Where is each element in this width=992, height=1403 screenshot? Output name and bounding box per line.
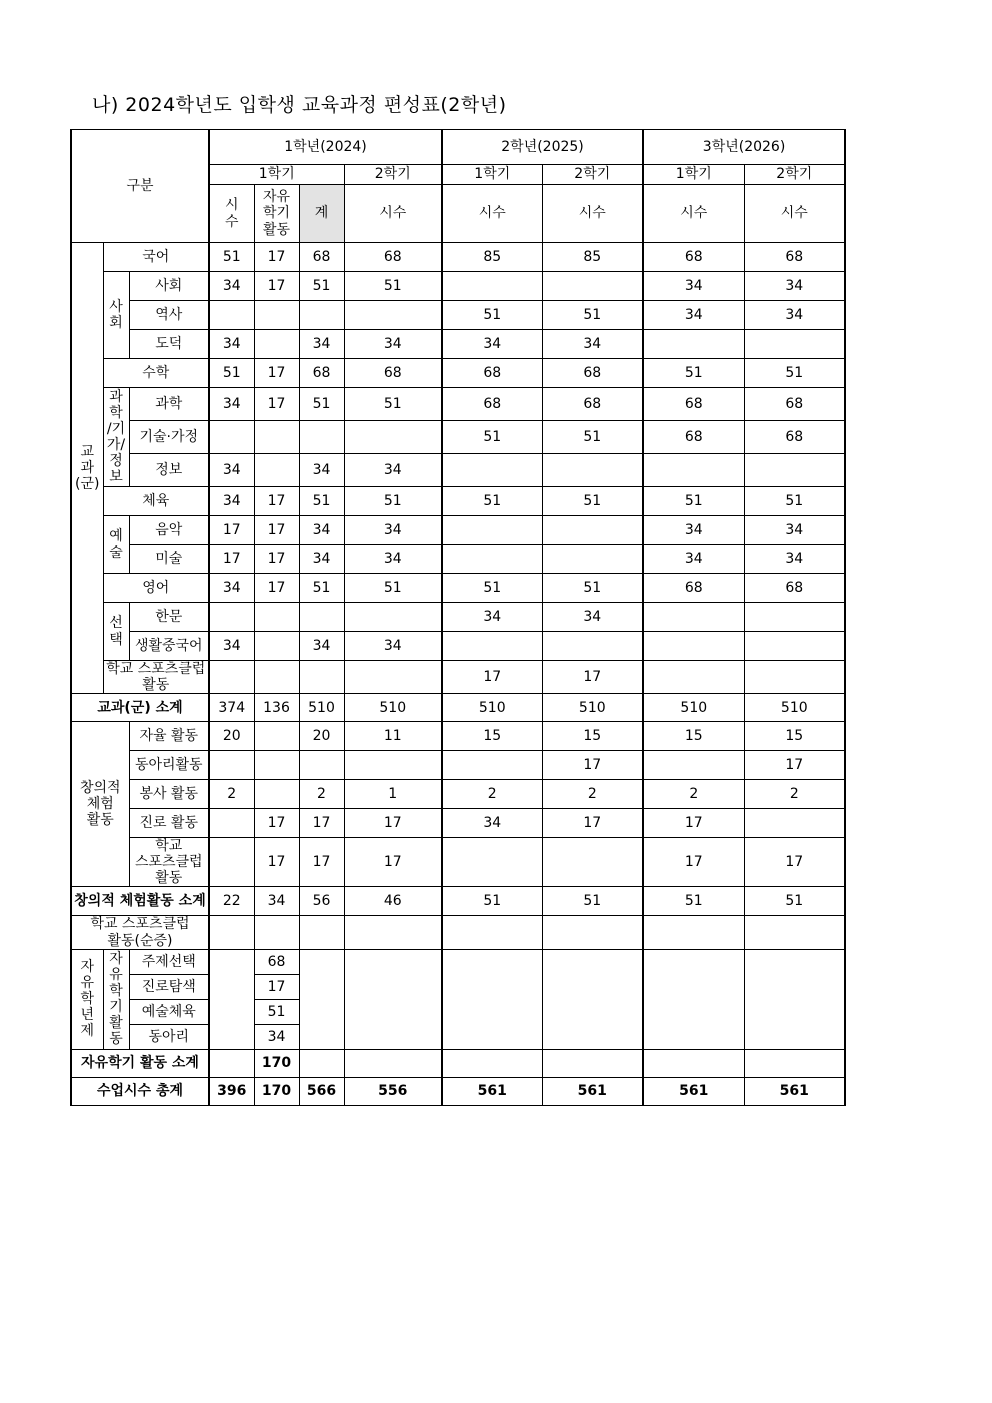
value-cell: 17 <box>254 838 299 887</box>
subject-row <box>71 487 845 516</box>
value-cell: 51 <box>744 887 845 916</box>
value-cell: 17 <box>254 809 299 838</box>
free-activity-name: 주제선택 <box>129 949 209 974</box>
value-cell: 566 <box>299 1077 344 1105</box>
y1-sem2-header: 2학기 <box>344 165 442 185</box>
empty-cell <box>442 949 542 1049</box>
y1-sem1-header: 1학기 <box>209 165 344 185</box>
value-cell: 68 <box>744 574 845 603</box>
activity-row <box>71 809 845 838</box>
value-cell: 2 <box>643 780 744 809</box>
value-cell: 51 <box>344 574 442 603</box>
empty-cell <box>643 949 744 1049</box>
value-cell: 34 <box>299 545 344 574</box>
value-cell: 510 <box>299 694 344 722</box>
empty-cell <box>209 1049 254 1077</box>
subject-row <box>71 421 845 454</box>
free-activity-name: 동아리 <box>129 1024 209 1049</box>
subject-row <box>71 272 845 301</box>
seontaek-group-label: 선 택 <box>103 603 129 661</box>
value-cell <box>442 838 542 887</box>
value-cell: 34 <box>209 388 254 421</box>
value-cell: 56 <box>299 887 344 916</box>
value-cell: 34 <box>299 632 344 661</box>
value-cell: 17 <box>209 516 254 545</box>
empty-cell <box>299 949 344 1049</box>
value-cell <box>442 516 542 545</box>
value-cell: 17 <box>542 751 643 780</box>
free-activity-value: 17 <box>254 974 299 999</box>
value-cell: 556 <box>344 1077 442 1105</box>
value-cell <box>254 751 299 780</box>
value-cell: 68 <box>744 243 845 272</box>
value-cell <box>209 838 254 887</box>
empty-cell <box>299 1049 344 1077</box>
activity-name: 봉사 활동 <box>129 780 209 809</box>
value-cell <box>209 751 254 780</box>
value-cell <box>209 421 254 454</box>
subject-name: 사회 <box>129 272 209 301</box>
value-cell: 51 <box>744 487 845 516</box>
subject-row <box>71 243 845 272</box>
value-cell: 396 <box>209 1077 254 1105</box>
value-cell: 68 <box>643 421 744 454</box>
value-cell <box>744 632 845 661</box>
subject-name: 영어 <box>103 574 209 603</box>
value-cell: 68 <box>643 574 744 603</box>
subject-name: 한문 <box>129 603 209 632</box>
value-cell: 34 <box>299 330 344 359</box>
value-cell: 46 <box>344 887 442 916</box>
free-total-row <box>71 1049 845 1077</box>
value-cell: 34 <box>442 809 542 838</box>
value-cell: 11 <box>344 722 442 751</box>
value-cell: 17 <box>209 545 254 574</box>
sisu-header: 시수 <box>643 185 744 243</box>
value-cell: 51 <box>344 487 442 516</box>
value-cell <box>542 545 643 574</box>
value-cell: 34 <box>344 545 442 574</box>
value-cell <box>254 330 299 359</box>
value-cell: 51 <box>643 359 744 388</box>
free-activity-value: 34 <box>254 1024 299 1049</box>
sports-pure-row <box>71 916 845 949</box>
value-cell <box>542 632 643 661</box>
value-cell <box>643 454 744 487</box>
value-cell: 17 <box>254 574 299 603</box>
subject-row <box>71 632 845 661</box>
value-cell <box>299 421 344 454</box>
free-activity-value: 68 <box>254 949 299 974</box>
value-cell: 51 <box>209 243 254 272</box>
value-cell <box>299 301 344 330</box>
value-cell <box>254 780 299 809</box>
activity-row <box>71 722 845 751</box>
free-activity-value: 51 <box>254 999 299 1024</box>
value-cell: 17 <box>744 751 845 780</box>
value-cell: 20 <box>299 722 344 751</box>
value-cell <box>542 454 643 487</box>
value-cell: 68 <box>299 243 344 272</box>
subject-row <box>71 545 845 574</box>
value-cell <box>744 603 845 632</box>
empty-cell <box>542 1049 643 1077</box>
value-cell: 1 <box>344 780 442 809</box>
value-cell <box>442 272 542 301</box>
value-cell: 34 <box>744 545 845 574</box>
year1-header: 1학년(2024) <box>209 130 442 165</box>
value-cell: 17 <box>344 809 442 838</box>
gubun-header: 구분 <box>71 130 209 243</box>
empty-cell <box>299 916 344 949</box>
subject-row <box>71 330 845 359</box>
value-cell <box>299 751 344 780</box>
year2-header: 2학년(2025) <box>442 130 643 165</box>
value-cell <box>542 272 643 301</box>
empty-cell <box>344 1049 442 1077</box>
sahoe-group-label: 사 회 <box>103 272 129 359</box>
value-cell: 68 <box>344 359 442 388</box>
value-cell: 17 <box>299 838 344 887</box>
value-cell: 51 <box>542 887 643 916</box>
value-cell <box>643 661 744 694</box>
empty-cell <box>744 916 845 949</box>
value-cell <box>542 838 643 887</box>
value-cell: 51 <box>442 301 542 330</box>
value-cell: 51 <box>299 487 344 516</box>
subject-name: 도덕 <box>129 330 209 359</box>
value-cell: 51 <box>744 359 845 388</box>
value-cell: 510 <box>442 694 542 722</box>
value-cell <box>442 632 542 661</box>
value-cell: 510 <box>643 694 744 722</box>
value-cell: 17 <box>254 487 299 516</box>
free-activity-name: 예술체육 <box>129 999 209 1024</box>
value-cell: 68 <box>744 388 845 421</box>
subject-row <box>71 359 845 388</box>
value-cell: 34 <box>344 330 442 359</box>
value-cell: 51 <box>643 487 744 516</box>
value-cell: 68 <box>542 388 643 421</box>
value-cell: 34 <box>643 516 744 545</box>
value-cell: 51 <box>299 574 344 603</box>
value-cell: 85 <box>442 243 542 272</box>
free-activity-name: 진로탐색 <box>129 974 209 999</box>
value-cell: 34 <box>209 330 254 359</box>
value-cell: 34 <box>344 454 442 487</box>
activity-row <box>71 751 845 780</box>
page-title: 나) 2024학년도 입학생 교육과정 편성표(2학년) <box>92 94 507 116</box>
empty-cell <box>744 949 845 1049</box>
value-cell: 17 <box>254 359 299 388</box>
value-cell: 15 <box>442 722 542 751</box>
value-cell: 15 <box>643 722 744 751</box>
subject-name: 정보 <box>129 454 209 487</box>
value-cell <box>744 330 845 359</box>
value-cell: 68 <box>542 359 643 388</box>
value-cell: 17 <box>254 516 299 545</box>
grand-total-label: 수업시수 총계 <box>71 1077 209 1105</box>
subject-name: 음악 <box>129 516 209 545</box>
value-cell <box>254 421 299 454</box>
value-cell <box>744 454 845 487</box>
value-cell <box>299 661 344 694</box>
value-cell <box>442 751 542 780</box>
value-cell: 34 <box>744 516 845 545</box>
subject-row <box>71 454 845 487</box>
value-cell <box>643 330 744 359</box>
value-cell: 34 <box>209 632 254 661</box>
value-cell: 51 <box>344 272 442 301</box>
subject-name: 과학 <box>129 388 209 421</box>
value-cell: 51 <box>442 487 542 516</box>
value-cell: 17 <box>344 838 442 887</box>
value-cell: 34 <box>643 545 744 574</box>
value-cell: 68 <box>344 243 442 272</box>
changui-group-label: 창의적 체험 활동 <box>71 722 129 887</box>
value-cell: 51 <box>542 421 643 454</box>
value-cell: 34 <box>643 301 744 330</box>
empty-cell <box>643 1049 744 1077</box>
y2-sem2-header: 2학기 <box>542 165 643 185</box>
value-cell: 34 <box>542 330 643 359</box>
free-total-label: 자유학기 활동 소계 <box>71 1049 209 1077</box>
value-cell <box>254 454 299 487</box>
yesul-group-label: 예 술 <box>103 516 129 574</box>
value-cell: 68 <box>442 388 542 421</box>
value-cell: 51 <box>442 574 542 603</box>
y3-sem1-header: 1학기 <box>643 165 744 185</box>
value-cell: 17 <box>254 272 299 301</box>
value-cell: 17 <box>643 809 744 838</box>
value-cell: 2 <box>299 780 344 809</box>
value-cell <box>344 421 442 454</box>
gwahak-group-label: 과 학 /기 가/ 정 보 <box>103 388 129 487</box>
activity-name: 학교 스포츠클럽 활동 <box>129 838 209 887</box>
y3-sem2-header: 2학기 <box>744 165 845 185</box>
value-cell: 51 <box>542 574 643 603</box>
value-cell: 51 <box>542 301 643 330</box>
empty-cell <box>254 916 299 949</box>
empty-cell <box>542 949 643 1049</box>
value-cell: 17 <box>254 545 299 574</box>
subject-row <box>71 516 845 545</box>
value-cell: 510 <box>744 694 845 722</box>
value-cell: 68 <box>643 243 744 272</box>
value-cell: 85 <box>542 243 643 272</box>
value-cell: 2 <box>542 780 643 809</box>
empty-cell <box>442 1049 542 1077</box>
subject-name: 수학 <box>103 359 209 388</box>
value-cell: 68 <box>299 359 344 388</box>
subject-name: 미술 <box>129 545 209 574</box>
value-cell: 2 <box>209 780 254 809</box>
value-cell <box>643 751 744 780</box>
value-cell <box>209 603 254 632</box>
value-cell <box>643 632 744 661</box>
value-cell <box>344 751 442 780</box>
empty-cell <box>209 916 254 949</box>
value-cell <box>344 661 442 694</box>
free-activity-header: 자유 학기 활동 <box>254 185 299 243</box>
value-cell <box>254 722 299 751</box>
free-year-group-label: 자 유 학 년 제 <box>71 949 103 1049</box>
value-cell: 34 <box>209 487 254 516</box>
value-cell: 51 <box>299 388 344 421</box>
value-cell: 34 <box>209 454 254 487</box>
value-cell: 34 <box>442 330 542 359</box>
activity-row <box>71 780 845 809</box>
value-cell <box>643 603 744 632</box>
sports-pure-label: 학교 스포츠클럽 활동(순증) <box>71 916 209 949</box>
empty-cell <box>542 916 643 949</box>
empty-cell <box>344 949 442 1049</box>
value-cell: 136 <box>254 694 299 722</box>
sisu-header: 시수 <box>344 185 442 243</box>
empty-cell <box>643 916 744 949</box>
subject-name: 체육 <box>103 487 209 516</box>
value-cell: 17 <box>299 809 344 838</box>
value-cell: 170 <box>254 1077 299 1105</box>
value-cell: 34 <box>744 301 845 330</box>
value-cell: 561 <box>542 1077 643 1105</box>
gyogwa-total-row <box>71 694 845 722</box>
subject-name: 기술·가정 <box>129 421 209 454</box>
sisu-header: 시수 <box>442 185 542 243</box>
header-row-years <box>71 130 845 165</box>
value-cell: 2 <box>744 780 845 809</box>
subject-name: 학교 스포츠클럽 활동 <box>103 661 209 694</box>
sisu-header: 시 수 <box>209 185 254 243</box>
value-cell: 22 <box>209 887 254 916</box>
free-total-value: 170 <box>254 1049 299 1077</box>
subject-row <box>71 301 845 330</box>
activity-total-label: 창의적 체험활동 소계 <box>71 887 209 916</box>
value-cell <box>209 301 254 330</box>
grand-total-row <box>71 1077 845 1105</box>
value-cell: 34 <box>209 272 254 301</box>
value-cell <box>254 603 299 632</box>
value-cell: 561 <box>744 1077 845 1105</box>
value-cell: 51 <box>344 388 442 421</box>
value-cell: 51 <box>643 887 744 916</box>
y2-sem1-header: 1학기 <box>442 165 542 185</box>
value-cell: 34 <box>542 603 643 632</box>
value-cell <box>442 545 542 574</box>
value-cell <box>254 301 299 330</box>
value-cell <box>542 516 643 545</box>
activity-row <box>71 838 845 887</box>
value-cell <box>344 301 442 330</box>
subject-row <box>71 661 845 694</box>
value-cell: 34 <box>442 603 542 632</box>
subject-name: 국어 <box>103 243 209 272</box>
empty-cell <box>442 916 542 949</box>
value-cell: 51 <box>299 272 344 301</box>
value-cell <box>209 661 254 694</box>
curriculum-table <box>70 129 846 1106</box>
activity-total-row <box>71 887 845 916</box>
free-activity-group-label: 자 유 학 기 활 동 <box>103 949 129 1049</box>
activity-name: 진로 활동 <box>129 809 209 838</box>
empty-cell <box>744 1049 845 1077</box>
value-cell: 15 <box>542 722 643 751</box>
value-cell: 51 <box>442 887 542 916</box>
sisu-header: 시수 <box>744 185 845 243</box>
value-cell: 17 <box>254 388 299 421</box>
value-cell: 561 <box>442 1077 542 1105</box>
value-cell: 2 <box>442 780 542 809</box>
total-header: 계 <box>299 185 344 243</box>
value-cell: 34 <box>299 454 344 487</box>
value-cell: 20 <box>209 722 254 751</box>
subject-row <box>71 388 845 421</box>
value-cell <box>744 809 845 838</box>
value-cell: 15 <box>744 722 845 751</box>
value-cell: 17 <box>542 809 643 838</box>
value-cell <box>344 603 442 632</box>
subject-row <box>71 603 845 632</box>
value-cell <box>254 632 299 661</box>
value-cell: 17 <box>744 838 845 887</box>
gyogwa-group-label: 교 과 (군) <box>71 243 103 694</box>
sisu-header: 시수 <box>542 185 643 243</box>
value-cell <box>744 661 845 694</box>
year3-header: 3학년(2026) <box>643 130 845 165</box>
value-cell: 68 <box>744 421 845 454</box>
value-cell <box>254 661 299 694</box>
value-cell: 51 <box>542 487 643 516</box>
value-cell: 51 <box>209 359 254 388</box>
value-cell: 34 <box>254 887 299 916</box>
free-semester-row <box>71 949 845 974</box>
value-cell: 34 <box>209 574 254 603</box>
value-cell <box>209 809 254 838</box>
value-cell: 34 <box>744 272 845 301</box>
subject-name: 역사 <box>129 301 209 330</box>
value-cell: 34 <box>299 516 344 545</box>
value-cell: 510 <box>542 694 643 722</box>
value-cell: 510 <box>344 694 442 722</box>
gyogwa-total-label: 교과(군) 소계 <box>71 694 209 722</box>
value-cell: 17 <box>542 661 643 694</box>
value-cell <box>299 603 344 632</box>
value-cell: 17 <box>254 243 299 272</box>
empty-cell <box>344 916 442 949</box>
value-cell: 17 <box>442 661 542 694</box>
value-cell: 68 <box>643 388 744 421</box>
empty-cell <box>209 949 254 1049</box>
value-cell: 68 <box>442 359 542 388</box>
subject-row <box>71 574 845 603</box>
value-cell: 374 <box>209 694 254 722</box>
value-cell: 34 <box>344 516 442 545</box>
value-cell: 34 <box>344 632 442 661</box>
subject-name: 생활중국어 <box>129 632 209 661</box>
value-cell: 17 <box>643 838 744 887</box>
value-cell <box>442 454 542 487</box>
value-cell: 34 <box>643 272 744 301</box>
activity-name: 동아리활동 <box>129 751 209 780</box>
activity-name: 자율 활동 <box>129 722 209 751</box>
value-cell: 51 <box>442 421 542 454</box>
value-cell: 561 <box>643 1077 744 1105</box>
